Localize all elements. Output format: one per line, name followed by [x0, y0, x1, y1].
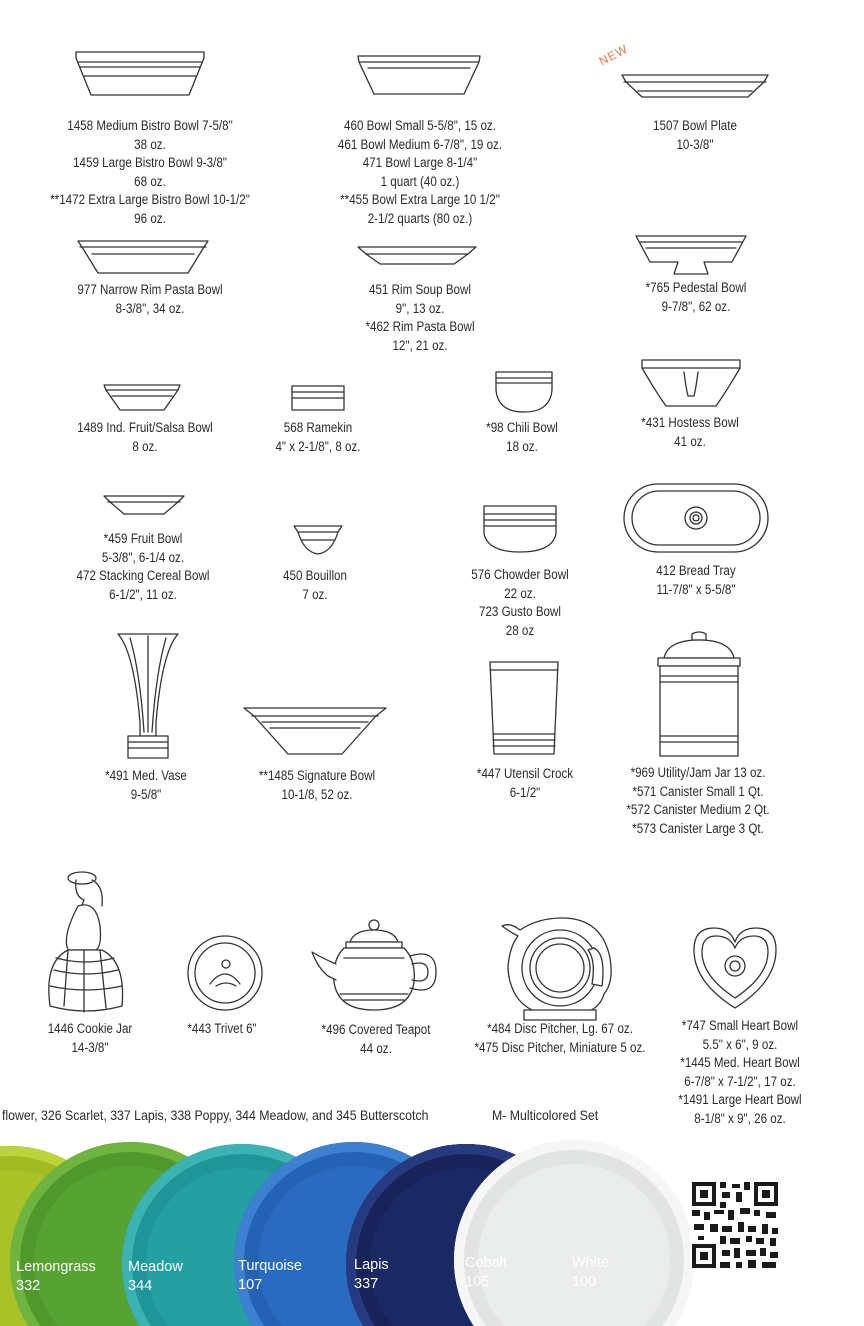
caption-line: 38 oz. — [134, 136, 166, 152]
caption-line: 2-1/2 quarts (80 oz.) — [367, 210, 473, 226]
fruit-bowl-illustration — [102, 494, 186, 518]
plate-label-turquoise — [238, 1257, 302, 1295]
caption-line: 450 Bouillon — [283, 568, 347, 583]
chili-bowl-illustration — [494, 370, 554, 414]
bread-tray-illustration — [622, 482, 770, 554]
cookie-jar-caption — [30, 1020, 150, 1057]
ramekin-illustration — [290, 384, 346, 412]
bowl-plate-caption — [609, 117, 781, 154]
caption-line: 4" x 2-1/8", 8 oz. — [275, 438, 361, 454]
caption-line: 1459 Large Bistro Bowl 9-3/8" — [73, 155, 227, 170]
caption-line: 5-3/8", 6-1/4 oz. — [101, 549, 185, 565]
canister-caption — [612, 764, 784, 838]
caption-line: *572 Canister Medium 2 Qt. — [626, 802, 770, 817]
caption-line: *496 Covered Teapot — [321, 1022, 431, 1037]
hostess-bowl-caption — [630, 414, 750, 451]
caption-line: 8 oz. — [132, 438, 158, 454]
caption-line: 9", 13 oz. — [395, 300, 445, 316]
plate-name: Meadow — [128, 1259, 183, 1275]
plate-label-lemongrass — [16, 1258, 96, 1296]
qr-code-icon[interactable] — [690, 1180, 780, 1270]
caption-line: 1489 Ind. Fruit/Salsa Bowl — [77, 420, 213, 435]
caption-line: 18 oz. — [506, 438, 538, 454]
pasta-bowl-caption — [47, 281, 253, 318]
caption-line: 6-7/8" x 7-1/2", 17 oz. — [684, 1073, 796, 1089]
plate-label-lapis — [354, 1256, 389, 1294]
plate-code: 337 — [354, 1276, 379, 1292]
plate-name: Lemongrass — [16, 1259, 96, 1275]
caption-line: *431 Hostess Bowl — [641, 415, 739, 430]
rim-soup-bowl-illustration — [356, 244, 478, 268]
chowder-bowl-caption — [451, 566, 589, 640]
chili-bowl-caption — [462, 419, 582, 456]
vase-caption — [86, 767, 206, 804]
bistro-bowl-illustration — [74, 50, 206, 100]
caption-line: 9-5/8" — [130, 786, 162, 802]
signature-bowl-illustration — [242, 706, 388, 760]
caption-line: 460 Bowl Small 5-5/8", 15 oz. — [344, 118, 496, 133]
caption-line: 11-7/8" x 5-5/8" — [656, 581, 736, 597]
canister-illustration — [654, 630, 744, 760]
pasta-bowl-illustration — [76, 238, 210, 278]
teapot-illustration — [310, 918, 440, 1014]
bowl-caption — [308, 117, 532, 228]
caption-line: *765 Pedestal Bowl — [645, 280, 747, 295]
caption-line: 22 oz. — [504, 585, 536, 601]
plate-name: Cobalt — [465, 1255, 507, 1271]
caption-line: 6-1/2" — [509, 784, 541, 800]
caption-line: *747 Small Heart Bowl — [681, 1018, 799, 1033]
caption-line: 1458 Medium Bistro Bowl 7-5/8" — [67, 118, 233, 133]
caption-line: *1445 Med. Heart Bowl — [680, 1055, 800, 1070]
plate-name: Turquoise — [238, 1258, 302, 1274]
pedestal-bowl-illustration — [634, 234, 748, 278]
caption-line: 8-3/8", 34 oz. — [115, 300, 185, 316]
signature-bowl-caption — [231, 767, 403, 804]
caption-line: 461 Bowl Medium 6-7/8", 19 oz. — [337, 136, 503, 152]
caption-line: *1491 Large Heart Bowl — [678, 1092, 802, 1107]
fruit-salsa-bowl-caption — [59, 419, 231, 456]
caption-line: *475 Disc Pitcher, Miniature 5 oz. — [474, 1039, 646, 1055]
caption-line: 41 oz. — [674, 433, 706, 449]
caption-line: *462 Rim Pasta Bowl — [365, 319, 475, 334]
caption-line: 977 Narrow Rim Pasta Bowl — [77, 282, 223, 297]
caption-line: 10-3/8" — [676, 136, 714, 152]
caption-line: 723 Gusto Bowl — [479, 604, 561, 619]
colors-note: flower, 326 Scarlet, 337 Lapis, 338 Poppy, 344 Meadow, and 345 Butterscotch — [2, 1107, 429, 1123]
teapot-caption — [307, 1021, 445, 1058]
caption-line: *443 Trivet 6" — [187, 1021, 257, 1036]
plate-code: 100 — [572, 1274, 597, 1290]
plate-label-meadow — [128, 1258, 183, 1296]
caption-line: 5.5" x 6", 9 oz. — [702, 1036, 778, 1052]
caption-line: *484 Disc Pitcher, Lg. 67 oz. — [487, 1021, 633, 1036]
fruit-bowl-caption — [57, 530, 229, 604]
caption-line: 7 oz. — [302, 586, 328, 602]
plate-label-cobalt — [465, 1254, 507, 1292]
caption-line: 9-7/8", 62 oz. — [661, 298, 731, 314]
plate-code: 332 — [16, 1278, 41, 1294]
caption-line: 6-1/2", 11 oz. — [109, 586, 177, 602]
plate-name: Lapis — [354, 1257, 389, 1273]
caption-line: 68 oz. — [134, 173, 166, 189]
plate-name: White — [572, 1255, 610, 1271]
caption-line: **1472 Extra Large Bistro Bowl 10-1/2" — [50, 192, 250, 207]
plate-label-white — [572, 1254, 609, 1292]
caption-line: *571 Canister Small 1 Qt. — [632, 783, 764, 799]
caption-line: *447 Utensil Crock — [476, 766, 574, 781]
new-badge: NEW — [596, 41, 631, 69]
caption-line: 412 Bread Tray — [656, 563, 736, 578]
multicolored-note: M- Multicolored Set — [492, 1107, 599, 1123]
bistro-bowl-caption — [38, 117, 262, 228]
heart-bowl-caption — [663, 1017, 818, 1128]
caption-line: *969 Utility/Jam Jar 13 oz. — [630, 765, 766, 780]
caption-line: **455 Bowl Extra Large 10 1/2" — [340, 192, 500, 207]
rim-soup-bowl-caption — [334, 281, 506, 355]
vase-illustration — [116, 632, 180, 762]
caption-line: 96 oz. — [134, 210, 166, 226]
bread-tray-caption — [627, 562, 765, 599]
pedestal-bowl-caption — [610, 279, 782, 316]
disc-pitcher-caption — [474, 1020, 646, 1057]
caption-line: 44 oz. — [360, 1040, 392, 1056]
plate-code: 344 — [128, 1278, 153, 1294]
cookie-jar-illustration — [38, 866, 130, 1018]
chowder-bowl-illustration — [482, 504, 558, 554]
plate-code: 105 — [465, 1274, 490, 1290]
plate-code: 107 — [238, 1277, 263, 1293]
fruit-salsa-bowl-illustration — [102, 383, 182, 413]
caption-line: 472 Stacking Cereal Bowl — [76, 568, 210, 583]
heart-bowl-illustration — [690, 924, 780, 1010]
caption-line: *98 Chili Bowl — [486, 420, 558, 435]
caption-line: *491 Med. Vase — [105, 768, 187, 783]
caption-line: 8-1/8" x 9", 26 oz. — [694, 1110, 786, 1126]
hostess-bowl-illustration — [640, 358, 742, 408]
utensil-crock-caption — [465, 765, 585, 802]
caption-line: 1 quart (40 oz.) — [380, 173, 460, 189]
disc-pitcher-illustration — [498, 916, 618, 1022]
bouillon-illustration — [292, 524, 344, 556]
utensil-crock-illustration — [488, 660, 560, 756]
ramekin-caption — [247, 419, 388, 456]
caption-line: 10-1/8, 52 oz. — [281, 786, 353, 802]
bouillon-caption — [255, 567, 375, 604]
trivet-illustration — [186, 934, 264, 1012]
bowl-plate-illustration — [620, 73, 770, 103]
caption-line: 12", 21 oz. — [392, 337, 448, 353]
caption-line: *573 Canister Large 3 Qt. — [632, 820, 764, 836]
caption-line: 14-3/8" — [71, 1039, 109, 1055]
caption-line: **1485 Signature Bowl — [258, 768, 376, 783]
caption-line: 1446 Cookie Jar — [47, 1021, 133, 1036]
caption-line: 576 Chowder Bowl — [471, 567, 569, 582]
caption-line: 471 Bowl Large 8-1/4" — [362, 155, 478, 170]
caption-line: *459 Fruit Bowl — [103, 531, 183, 546]
caption-line: 28 oz — [505, 622, 535, 638]
caption-line: 451 Rim Soup Bowl — [369, 282, 471, 297]
trivet-caption — [169, 1020, 276, 1039]
bowl-illustration — [356, 54, 482, 98]
caption-line: 568 Ramekin — [283, 420, 353, 435]
caption-line: 1507 Bowl Plate — [653, 118, 737, 133]
